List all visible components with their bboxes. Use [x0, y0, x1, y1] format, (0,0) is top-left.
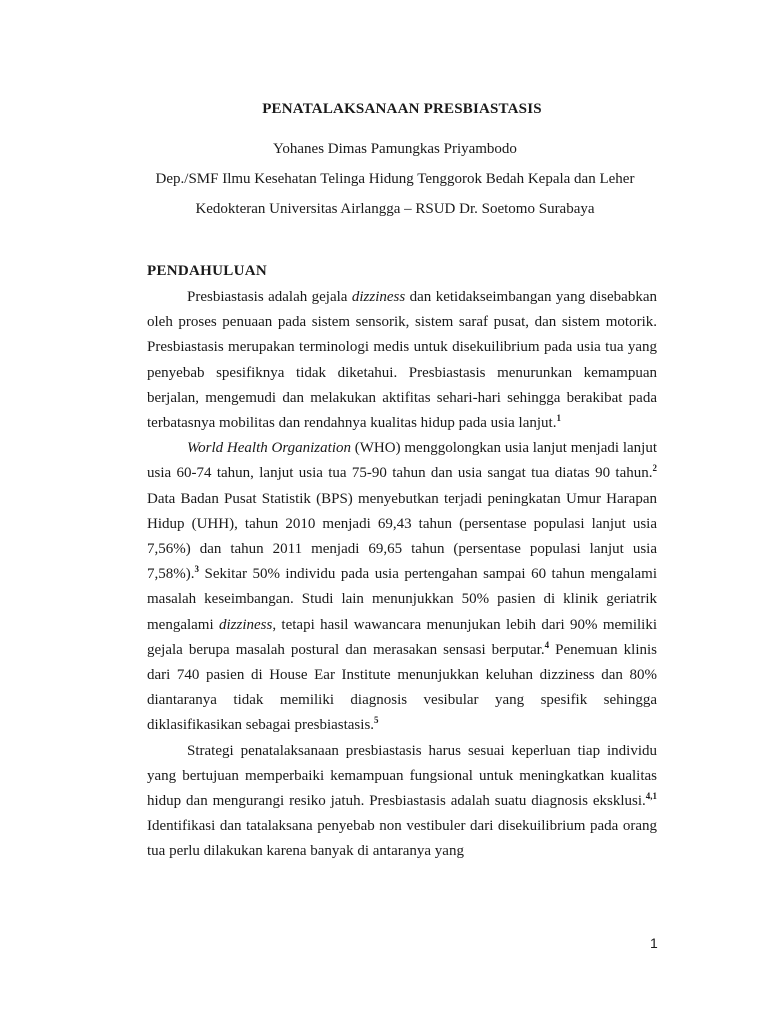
citation-ref: 2: [652, 463, 657, 474]
affiliation-line-1: Dep./SMF Ilmu Kesehatan Telinga Hidung Tenggorok Bedah Kepala dan Leher: [155, 171, 635, 187]
body-text: [147, 285, 657, 865]
citation-ref: 4,1: [645, 791, 657, 802]
affiliation-line-2: Kedokteran Universitas Airlangga – RSUD Dr. Soetomo Surabaya: [195, 201, 595, 217]
paragraph-2: [147, 436, 657, 738]
text-run: Penemuan klinis dari 740 pasien di House Ear Institute menunjukkan keluhan dizziness dan 80% diantaranya tidak memiliki diagnosis vesibular yang spesifik sehingga diklasifikasikan sebagai presbiastasis.: [147, 641, 657, 734]
italic-term: dizziness: [351, 289, 406, 305]
section-heading: PENDAHULUAN: [147, 263, 267, 279]
text-run: Data Badan Pusat Statistik (BPS) menyebutkan terjadi peningkatan Umur Harapan Hidup (UHH), tahun 2010 menjadi 69,43 tahun (persentase populasi lanjut usia 7,56%) dan tahun 2011 menjadi 69,65 tahun (persentase populasi lanjut usia 7,58%).: [147, 490, 657, 583]
citation-ref: 1: [556, 413, 561, 424]
document-title: PENATALAKSANAAN PRESBIASTASIS: [262, 101, 542, 117]
text-run: (WHO) menggolongkan usia lanjut menjadi lanjut usia 60-74 tahun, lanjut usia tua 75-90 tahun dan usia sangat tua diatas 90 tahun.: [147, 440, 657, 482]
text-run: , tetapi hasil wawancara menunjukan lebih dari 90% memiliki gejala berupa masalah postural dan merasakan sensasi berputar.: [147, 616, 657, 658]
citation-ref: 5: [374, 715, 379, 726]
paragraph-1: [147, 285, 657, 436]
text-run: Strategi penatalaksanaan presbiastasis harus sesuai keperluan tiap individu yang bertujuan memperbaiki kemampuan fungsional untuk meningkatkan kualitas hidup dan mengurangi resiko jatuh. Presbiastasis adalah suatu diagnosis eksklusi.: [147, 742, 657, 810]
page-number: 1: [650, 935, 658, 951]
citation-ref: 4: [544, 639, 550, 650]
text-run: Identifikasi dan tatalaksana penyebab non vestibuler dari disekuilibrium pada orang tua perlu dilakukan karena banyak di antaranya yang: [147, 818, 657, 860]
text-run: dan ketidakseimbangan yang disebabkan oleh proses penuaan pada sistem sensorik, sistem saraf pusat, dan sistem motorik. Presbiastasis merupakan terminologi medis untuk disekuilibrium pada usia tua yang penyebab spesifiknya tidak diketahui. Presbiastasis menurunkan kemampuan berjalan, mengemudi dan melakukan aktifitas sehari-hari sehingga berakibat pada terbatasnya mobilitas dan rendahnya kualitas hidup pada usia lanjut.: [147, 289, 657, 432]
italic-term: World Health Organization: [187, 440, 351, 457]
text-run: Sekitar 50% individu pada usia pertengahan sampai 60 tahun mengalami masalah keseimbangan. Studi lain menunjukkan 50% pasien di klinik geriatrik mengalami: [147, 566, 657, 633]
author-name: Yohanes Dimas Pamungkas Priyambodo: [273, 141, 517, 157]
citation-ref: 3: [194, 564, 199, 575]
italic-term: dizziness: [218, 616, 273, 633]
text-run: Presbiastasis adalah gejala: [187, 289, 352, 305]
paragraph-3: [147, 739, 657, 865]
